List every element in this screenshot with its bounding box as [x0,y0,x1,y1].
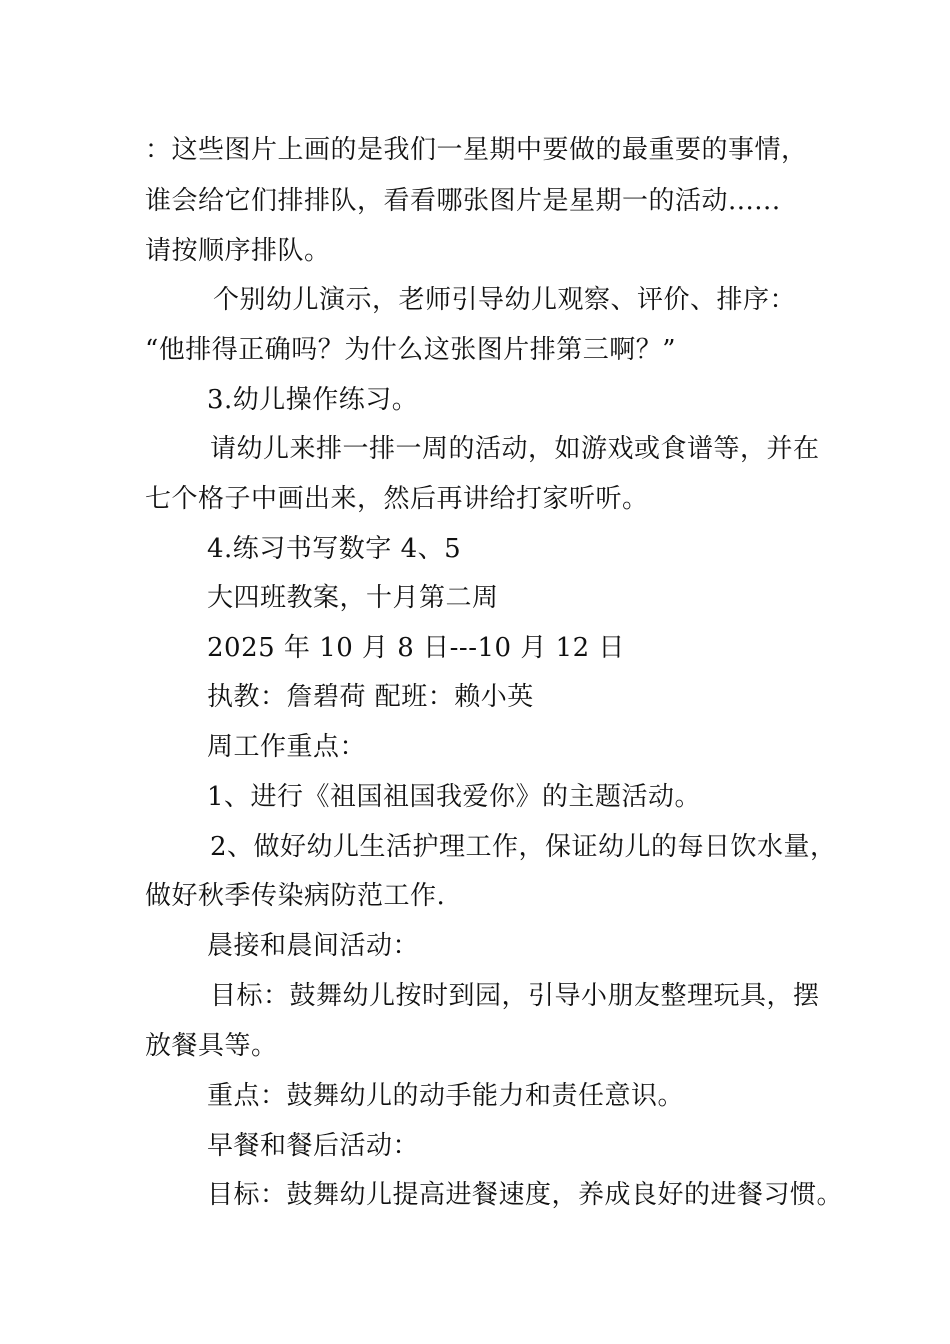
morning-goal-cont: 放餐具等。 [145,1031,278,1061]
section-heading-writing: 4.练习书写数字 4、5 [207,534,462,564]
text-line-instruction: 请按顺序排队。 [145,236,331,266]
section-heading-practice: 3.幼儿操作练习。 [207,385,419,415]
morning-focus: 重点：鼓舞幼儿的动手能力和责任意识。 [207,1081,685,1111]
morning-goal: 目标：鼓舞幼儿按时到园，引导小朋友整理玩具，摆 [210,981,820,1011]
lesson-plan-teachers: 执教：詹碧荷 配班：赖小英 [207,682,534,712]
text-line-practice-1: 请幼儿来排一排一周的活动，如游戏或食谱等，并在 [210,434,820,464]
section-heading-morning: 晨接和晨间活动： [207,931,420,961]
text-line-intro: ：这些图片上画的是我们一星期中要做的最重要的事情， [145,135,808,165]
lesson-plan-dates: 2025 年 10 月 8 日---10 月 12 日 [207,633,625,663]
weekly-focus-item-1: 1、进行《祖国祖国我爱你》的主题活动。 [207,782,702,812]
text-line-practice-2: 七个格子中画出来，然后再讲给打家听听。 [145,484,649,514]
weekly-focus-item-2: 2、做好幼儿生活护理工作，保证幼儿的每日饮水量， [210,832,837,862]
section-heading-weekly-focus: 周工作重点： [207,732,367,762]
lesson-plan-title: 大四班教案，十月第二周 [207,583,499,613]
breakfast-goal: 目标：鼓舞幼儿提高进餐速度，养成良好的进餐习惯。 [207,1180,844,1210]
section-heading-breakfast: 早餐和餐后活动： [207,1131,420,1161]
text-line-demo: 个别幼儿演示，老师引导幼儿观察、评价、排序： [213,285,797,315]
text-line-quote: “他排得正确吗？为什么这张图片排第三啊？” [145,335,677,365]
weekly-focus-item-2-cont: 做好秋季传染病防范工作. [145,881,446,911]
text-line-question: 谁会给它们排排队，看看哪张图片是星期一的活动...... [145,186,781,216]
